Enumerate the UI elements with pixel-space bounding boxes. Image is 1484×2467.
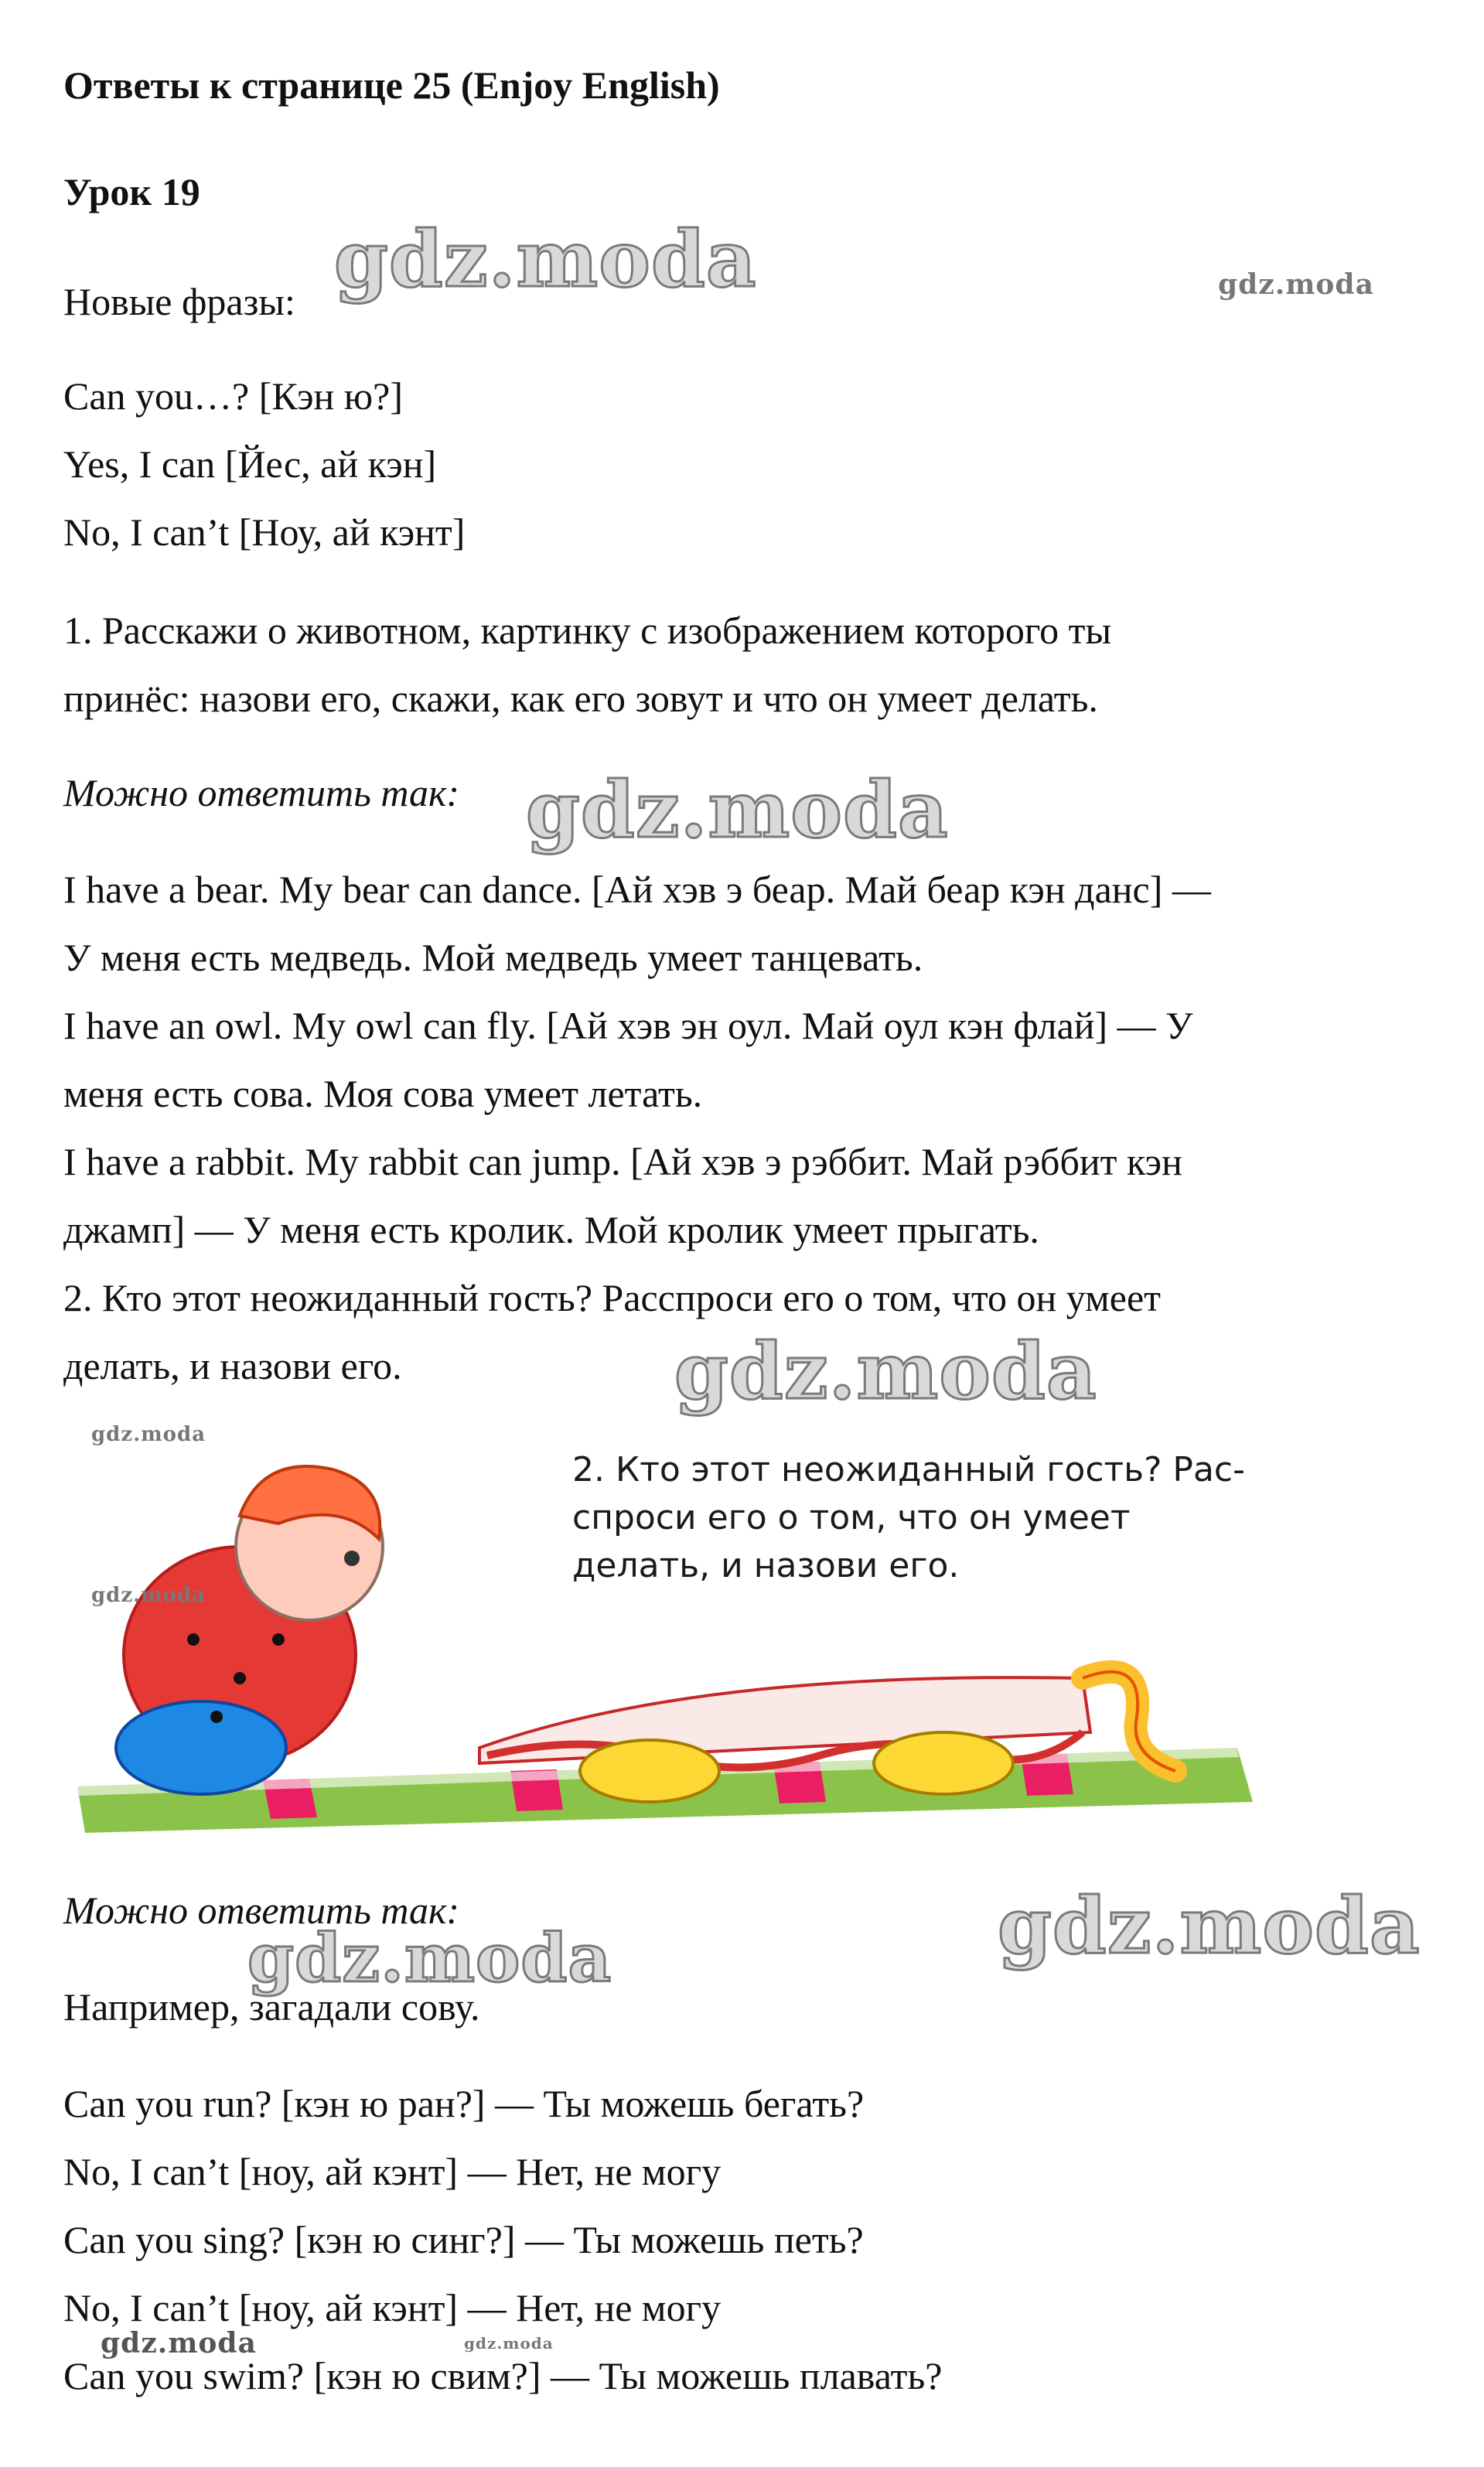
watermark-small: gdz.moda xyxy=(91,1423,206,1446)
watermark-small: gdz.moda xyxy=(101,2327,257,2360)
answer-line: меня есть сова. Моя сова умеет летать. xyxy=(63,1072,703,1115)
answer-line: I have a rabbit. My rabbit can jump. [Ай хэв э рэббит. Май рэббит кэн xyxy=(63,1140,1182,1183)
watermark-small: gdz.moda xyxy=(464,2334,554,2353)
illustration-caption: делать, и назови его. xyxy=(572,1546,960,1585)
task2-text: 2. Кто этот неожиданный гость? Расспроси его о том, что он умеет xyxy=(63,1276,1162,1319)
phrase-line: No, I can’t [Ноу, ай кэнт] xyxy=(63,510,466,554)
dialog-line: No, I can’t [ноу, ай кэнт] — Нет, не могу xyxy=(63,2286,722,2329)
new-phrases-label: Новые фразы: xyxy=(63,280,295,323)
illustration-caption: спроси его о том, что он умеет xyxy=(572,1498,1131,1537)
dialog-line: Can you run? [кэн ю ран?] — Ты можешь бегать? xyxy=(63,2082,865,2125)
watermark: gdz.moda xyxy=(526,764,949,855)
dialog-line: No, I can’t [ноу, ай кэнт] — Нет, не могу xyxy=(63,2150,722,2193)
illustration-caption: 2. Кто этот неожиданный гость? Рас- xyxy=(572,1450,1245,1489)
watermark-small: gdz.moda xyxy=(91,1584,206,1607)
answer-line: I have a bear. My bear can dance. [Ай хэв э беар. Май беар кэн данс] — xyxy=(63,868,1211,911)
phrase-line: Yes, I can [Йес, ай кэн] xyxy=(63,442,437,486)
watermark: gdz.moda xyxy=(247,1919,612,1998)
task2-text: делать, и назови его. xyxy=(63,1344,402,1387)
watermark-small: gdz.moda xyxy=(1218,268,1374,301)
phrase-line: Can you…? [Кэн ю?] xyxy=(63,374,403,418)
answer-line: I have an owl. My owl can fly. [Ай хэв эн оул. Май оул кэн флай] — У xyxy=(63,1004,1193,1047)
example-line: Например, загадали сову. xyxy=(63,1985,480,2029)
dialog-line: Can you swim? [кэн ю свим?] — Ты можешь плавать? xyxy=(63,2354,943,2397)
watermark: gdz.moda xyxy=(998,1880,1421,1971)
task1-text: принёс: назови его, скажи, как его зовут и что он умеет делать. xyxy=(63,677,1098,720)
page-title: Ответы к странице 25 (Enjoy English) xyxy=(63,63,720,107)
watermark: gdz.moda xyxy=(334,213,757,305)
watermark: gdz.moda xyxy=(674,1326,1097,1417)
lesson-heading: Урок 19 xyxy=(63,170,200,213)
answer-label: Можно ответить так: xyxy=(63,1889,460,1932)
answer-label: Можно ответить так: xyxy=(63,771,460,814)
answer-line: джамп] — У меня есть кролик. Мой кролик умеет прыгать. xyxy=(63,1208,1039,1251)
dialog-line: Can you sing? [кэн ю синг?] — Ты можешь петь? xyxy=(63,2218,864,2261)
answer-line: У меня есть медведь. Мой медведь умеет танцевать. xyxy=(63,936,923,979)
textbook-illustration xyxy=(77,1423,1253,1833)
task1-text: 1. Расскажи о животном, картинку с изображением которого ты xyxy=(63,609,1112,652)
